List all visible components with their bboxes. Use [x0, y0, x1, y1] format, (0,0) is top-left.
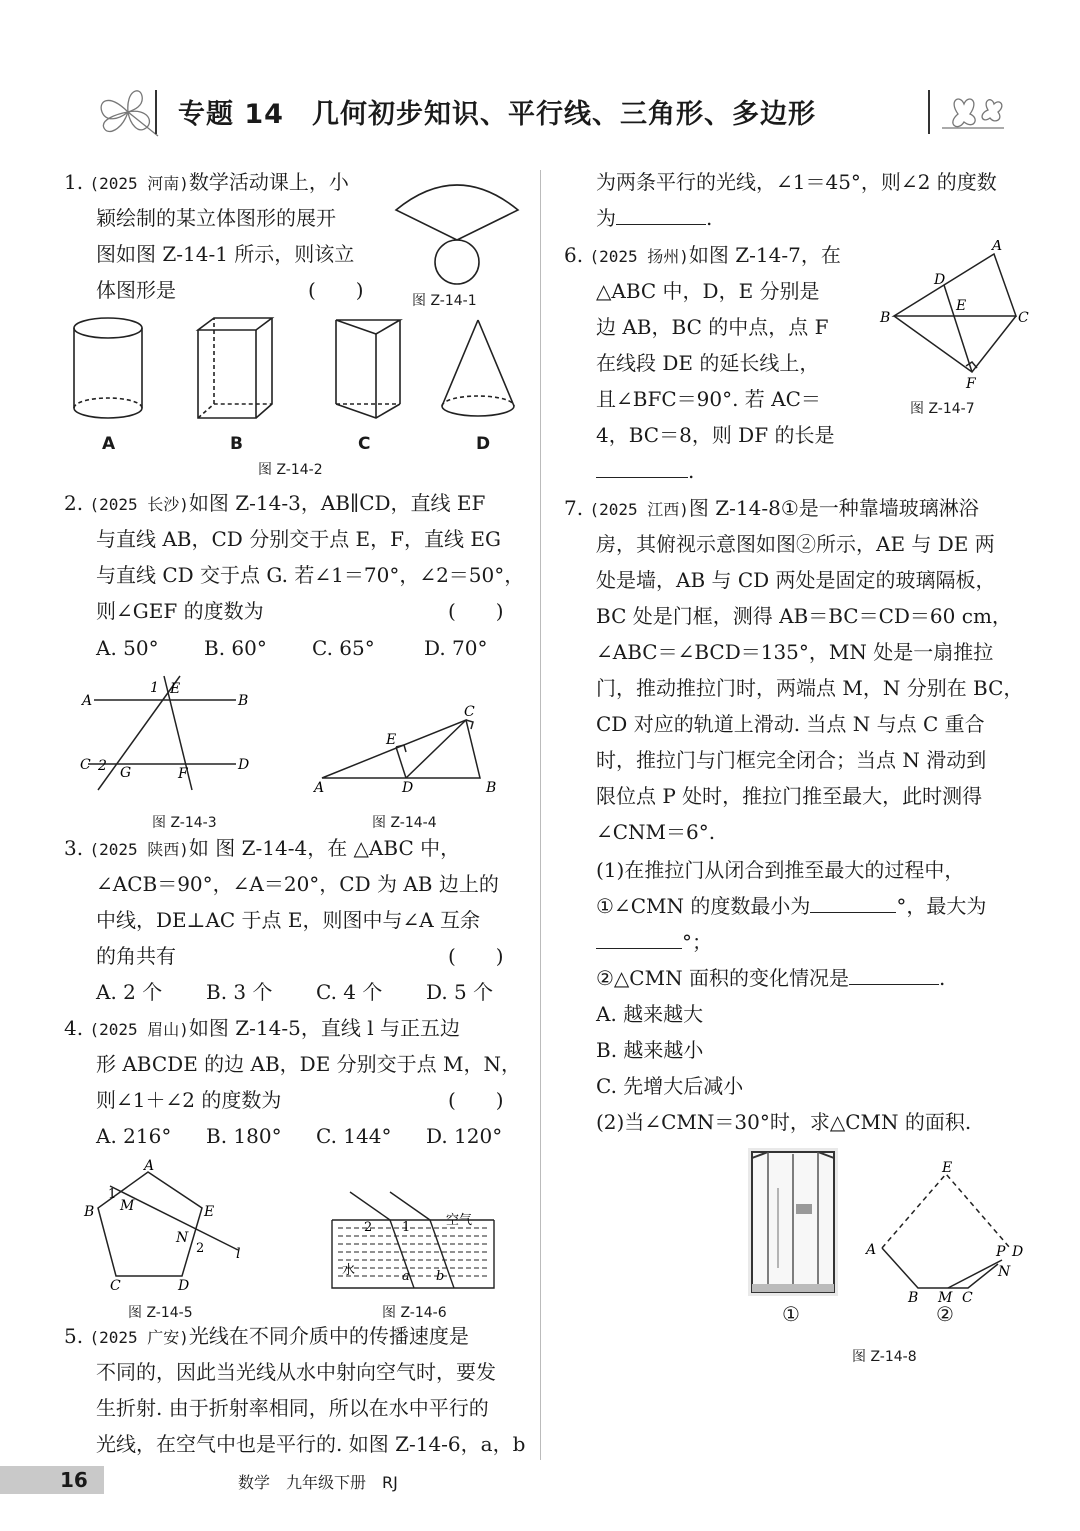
svg-text:B: B — [486, 780, 497, 796]
fig-caption-z14-1: 图 Z-14-1 — [412, 293, 477, 309]
fig-caption-z14-8: 图 Z-14-8 — [852, 1349, 917, 1365]
q1-line-3: 图如图 Z-14-1 所示，则该立 — [96, 242, 355, 266]
q2-answer-paren: ( ) — [448, 599, 504, 623]
fig-caption-z14-2: 图 Z-14-2 — [258, 462, 323, 478]
q7-line-7: CD 对应的轨道上滑动. 当点 N 与点 C 重合 — [596, 712, 985, 736]
q1-option-a: A — [102, 434, 116, 454]
svg-text:1: 1 — [150, 680, 159, 696]
q5-line-1: 5. (2025 广安)光线在不同介质中的传播速度是 — [64, 1324, 469, 1348]
svg-text:B: B — [84, 1204, 95, 1220]
q7-option-b: B. 越来越小 — [596, 1038, 704, 1062]
svg-text:1: 1 — [108, 1187, 117, 1202]
figure-z14-7 — [876, 240, 1036, 400]
svg-text:B: B — [238, 693, 249, 709]
q3-option-a: A. 2 个 — [96, 980, 163, 1004]
svg-text:D: D — [178, 1278, 190, 1294]
page-number-tab — [0, 1466, 104, 1494]
svg-text:E: E — [942, 1160, 953, 1176]
column-divider — [540, 170, 541, 1460]
figure-z14-3 — [80, 672, 260, 802]
svg-text:C: C — [110, 1278, 121, 1294]
q1-option-c: C — [358, 434, 371, 454]
header-divider-left — [155, 90, 157, 134]
q4-line-3: 则∠1＋∠2 的度数为 — [96, 1088, 282, 1112]
q5-line-6: 为 . — [596, 200, 712, 236]
header-divider-right — [928, 90, 930, 134]
q3-line-4: 的角共有 — [96, 944, 176, 968]
q4-line-2: 形 ABCDE 的边 AB，DE 分别交于点 M，N， — [96, 1052, 521, 1076]
q2-option-a: A. 50° — [96, 636, 159, 660]
q1-option-d: D — [476, 434, 491, 454]
q1-answer-paren: ( ) — [308, 278, 364, 302]
q5-line-5: 为两条平行的光线，∠1＝45°，则∠2 的度数 — [596, 170, 997, 194]
svg-text:B: B — [908, 1290, 919, 1306]
svg-text:G: G — [120, 765, 132, 781]
q3-option-d: D. 5 个 — [426, 980, 494, 1004]
net-figure-z14-1 — [392, 170, 522, 286]
q7-line-5: ∠ABC＝∠BCD＝135°，MN 处是一扇推拉 — [596, 640, 994, 664]
q2-line-3: 与直线 CD 交于点 G. 若∠1＝70°，∠2＝50°， — [96, 563, 525, 587]
svg-text:D: D — [1012, 1244, 1024, 1260]
q3-option-b: B. 3 个 — [206, 980, 273, 1004]
q3-answer-paren: ( ) — [448, 944, 504, 968]
svg-text:N: N — [998, 1264, 1011, 1280]
svg-text:D: D — [934, 272, 946, 288]
svg-text:C: C — [80, 757, 91, 773]
q7-line-9: 限位点 P 处时，推拉门推至最大，此时测得 — [596, 784, 983, 808]
figure-z14-6 — [328, 1188, 498, 1298]
q4-option-b: B. 180° — [206, 1124, 282, 1148]
solids-options-figure — [60, 310, 530, 458]
svg-text:M: M — [938, 1290, 953, 1306]
q6-line-3: 边 AB，BC 的中点，点 F — [596, 315, 829, 339]
svg-text:2: 2 — [196, 1241, 205, 1256]
svg-text:A: A — [314, 780, 325, 796]
page-number: 16 — [60, 1468, 88, 1492]
svg-text:D: D — [238, 757, 250, 773]
q7-line-3: 处是墙，AB 与 CD 两处是固定的玻璃隔板， — [596, 568, 996, 592]
q7-line-8: 时，推拉门与门框完全闭合；当点 N 滑动到 — [596, 748, 987, 772]
svg-text:a: a — [402, 1269, 410, 1284]
fig-caption-z14-5: 图 Z-14-5 — [128, 1305, 193, 1321]
fig-caption-z14-4: 图 Z-14-4 — [372, 815, 437, 831]
q7-sub-1: (1)在推拉门从闭合到推至最大的过程中， — [596, 858, 965, 882]
q4-option-d: D. 120° — [426, 1124, 503, 1148]
svg-text:1: 1 — [402, 1220, 411, 1235]
svg-text:C: C — [962, 1290, 973, 1306]
q7-line-1: 7. (2025 江西)图 Z-14-8①是一种靠墙玻璃淋浴 — [564, 496, 979, 520]
svg-text:D: D — [402, 780, 414, 796]
svg-text:M: M — [120, 1198, 135, 1214]
q1-option-b: B — [230, 434, 243, 454]
book-info: 数学 九年级下册 RJ — [238, 1473, 398, 1492]
q7-option-a: A. 越来越大 — [596, 1002, 704, 1026]
flower-ornament-right-icon — [938, 88, 1008, 138]
q7-sub-1-2: ②△CMN 面积的变化情况是 . — [596, 960, 945, 996]
svg-text:A: A — [866, 1242, 877, 1258]
fig-caption-z14-7: 图 Z-14-7 — [910, 401, 975, 417]
svg-text:E: E — [204, 1204, 215, 1220]
q4-option-c: C. 144° — [316, 1124, 392, 1148]
figure-label-2: ② — [936, 1302, 954, 1326]
q5-line-3: 生折射. 由于折射率相同，所以在水中平行的 — [96, 1396, 489, 1420]
q6-answer-blank[interactable] — [596, 455, 688, 478]
svg-text:A: A — [82, 693, 93, 709]
q7-sub-1-1: ①∠CMN 的度数最小为 °，最大为 — [596, 888, 986, 924]
q7-option-c: C. 先增大后减小 — [596, 1074, 744, 1098]
figure-z14-4 — [310, 700, 510, 800]
q7-min-angle-blank[interactable] — [810, 890, 896, 913]
air-label: 空气 — [446, 1213, 473, 1228]
fig-caption-z14-3: 图 Z-14-3 — [152, 815, 217, 831]
svg-text:A: A — [992, 240, 1003, 254]
q1-line-2: 颖绘制的某立体图形的展开 — [96, 206, 336, 230]
figure-z14-5 — [80, 1158, 250, 1298]
q6-line-1: 6. (2025 扬州)如图 Z-14-7，在 — [564, 243, 841, 267]
svg-text:F: F — [178, 766, 188, 782]
fig-caption-z14-6: 图 Z-14-6 — [382, 1305, 447, 1321]
q7-max-angle-blank[interactable] — [596, 926, 682, 949]
q2-option-d: D. 70° — [424, 636, 488, 660]
page-title: 专题 14 几何初步知识、平行线、三角形、多边形 — [178, 99, 816, 130]
q4-line-1: 4. (2025 眉山)如图 Z-14-5，直线 l 与正五边 — [64, 1016, 460, 1040]
q7-line-10: ∠CNM＝6°. — [596, 820, 716, 844]
svg-text:C: C — [464, 704, 475, 720]
q4-option-a: A. 216° — [96, 1124, 172, 1148]
figure-label-1: ① — [782, 1302, 800, 1326]
water-label: 水 — [342, 1263, 356, 1278]
q7-area-change-blank[interactable] — [849, 962, 939, 985]
svg-text:2: 2 — [364, 1220, 373, 1235]
q5-line-4: 光线，在空气中也是平行的. 如图 Z-14-6，a，b — [96, 1432, 526, 1456]
q3-line-1: 3. (2025 陕西)如 图 Z-14-4，在 △ABC 中， — [64, 836, 461, 860]
q2-line-1: 2. (2025 长沙)如图 Z-14-3，AB∥CD，直线 EF — [64, 491, 486, 515]
q6-line-7: . — [596, 453, 694, 489]
svg-text:E: E — [170, 681, 181, 697]
q3-line-2: ∠ACB＝90°，∠A＝20°，CD 为 AB 边上的 — [96, 872, 499, 896]
q4-answer-paren: ( ) — [448, 1088, 504, 1112]
q7-line-4: BC 处是门框，测得 AB＝BC＝CD＝60 cm， — [596, 604, 1012, 628]
svg-text:N: N — [176, 1230, 189, 1246]
svg-text:b: b — [436, 1269, 445, 1284]
q1-line-4: 体图形是 — [96, 278, 176, 302]
q2-option-c: C. 65° — [312, 636, 375, 660]
q7-line-2: 房，其俯视示意图如图②所示，AE 与 DE 两 — [596, 532, 995, 556]
q6-line-6: 4，BC＝8，则 DF 的长是 — [596, 423, 835, 447]
q3-line-3: 中线，DE⊥AC 于点 E，则图中与∠A 互余 — [96, 908, 481, 932]
q6-line-5: 且∠BFC＝90°. 若 AC＝ — [596, 387, 821, 411]
svg-text:F: F — [966, 376, 976, 392]
svg-text:B: B — [880, 310, 891, 326]
q5-line-2: 不同的，因此当光线从水中射向空气时，要发 — [96, 1360, 496, 1384]
q6-line-2: △ABC 中，D，E 分别是 — [596, 279, 820, 303]
svg-text:C: C — [1018, 310, 1029, 326]
q6-line-4: 在线段 DE 的延长线上， — [596, 351, 820, 375]
q7-line-6: 门，推动推拉门时，两端点 M，N 分别在 BC， — [596, 676, 1024, 700]
q7-sub-1-1-cont: °； — [596, 924, 712, 960]
q5-answer-blank[interactable] — [616, 202, 706, 225]
svg-text:P: P — [996, 1244, 1006, 1260]
q7-sub-2: (2)当∠CMN＝30°时，求△CMN 的面积. — [596, 1110, 972, 1134]
shower-room-photo — [748, 1148, 838, 1296]
svg-text:A: A — [144, 1158, 155, 1174]
q1-line-1: 1. (2025 河南)数学活动课上，小 — [64, 170, 349, 194]
q2-line-2: 与直线 AB，CD 分别交于点 E，F，直线 EG — [96, 527, 501, 551]
svg-text:2: 2 — [98, 758, 107, 774]
svg-text:E: E — [386, 732, 397, 748]
q2-option-b: B. 60° — [204, 636, 267, 660]
q3-option-c: C. 4 个 — [316, 980, 383, 1004]
q2-line-4: 则∠GEF 的度数为 — [96, 599, 264, 623]
svg-text:E: E — [956, 298, 967, 314]
svg-text:l: l — [236, 1246, 241, 1262]
